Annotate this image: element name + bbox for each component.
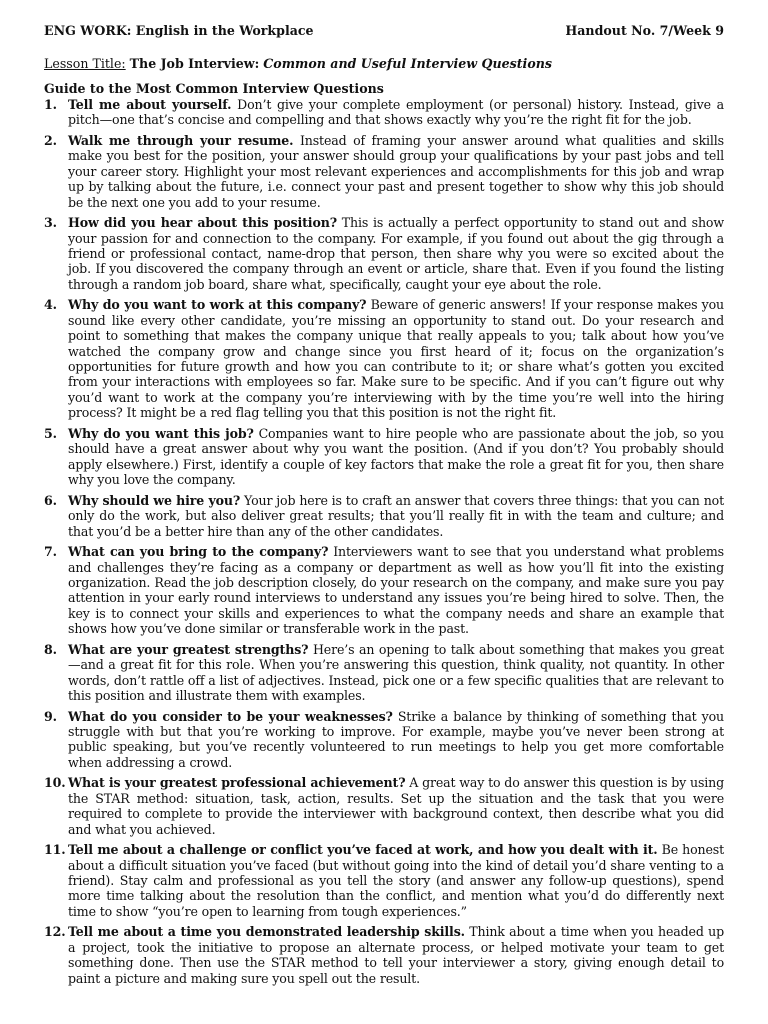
lesson-title [44, 55, 724, 73]
question-item [44, 97, 724, 128]
question-text: Tell me about a challenge or conflict you’ve faced at work, and how you dealt with it. [68, 842, 658, 858]
question-answer: Interviewers want to see that you understand what problems and challenges they’re facing as a company or department as well as how you’ll fit into the existing organization. Read the job description closely, do your research on the company, and make sure you pay attention in your early round interviews to understand any issues you’re being hired to solve. Then, the key is to connect your skills and experiences to what the company needs and share an example that shows how you’ve done similar or transferable work in the past. [68, 544, 724, 637]
question-number: 5. [44, 425, 57, 441]
question-item [44, 426, 724, 488]
question-text: Why do you want this job? [68, 425, 254, 441]
lesson-title-label: Lesson Title: [44, 56, 126, 71]
question-item [44, 775, 724, 837]
question-answer: This is actually a perfect opportunity to stand out and show your passion for and connection to the company. For example, if you found out about the gig through a friend or professional contact, name-drop that person, then share why you were so excited about the job. If you discovered the company through an event or article, share that. Even if you found the listing through a random job board, share what, specifically, caught your eye about the role. [68, 215, 724, 292]
question-item [44, 215, 724, 292]
question-answer: A great way to do answer this question is by using the STAR method: situation, task, action, results. Set up the situation and the task that you were required to complete to provide the interviewer with background context, then describe what you did and what you achieved. [68, 775, 725, 837]
question-answer: Beware of generic answers! If your response makes you sound like every other candidate, you’re missing an opportunity to stand out. Do your research and point to something that makes the company unique that really appeals to you; talk about how you’ve watched the company grow and change since you first heard of it; focus on the organization’s opportunities for future growth and how you can contribute to it; or share what’s gotten you excited from your interactions with employees so far. Make sure to be specific. And if you can’t figure out why you’d want to work at the company you’re interviewing with by the time you’re well into the hiring process? It might be a red flag telling you that this position is not the right fit. [68, 297, 725, 421]
question-number: 3. [44, 215, 57, 231]
question-text: What is your greatest professional achievement? [68, 775, 406, 791]
question-number: 10. [44, 775, 66, 791]
question-number: 2. [44, 133, 57, 148]
question-item [44, 924, 724, 986]
question-item [44, 297, 724, 420]
question-text: Tell me about a time you demonstrated leadership skills. [68, 924, 465, 940]
question-answer: Strike a balance by thinking of something that you struggle with but that you’re working to improve. For example, maybe you’ve never been strong at public speaking, but you’ve recently volunteered to run meetings to help you get more comfortable when addressing a crowd. [68, 708, 725, 770]
question-number: 6. [44, 492, 57, 508]
question-item [44, 133, 724, 210]
question-item [44, 544, 724, 636]
question-number: 9. [44, 708, 57, 724]
question-text: What can you bring to the company? [68, 544, 329, 560]
question-text: Tell me about yourself. [68, 97, 232, 112]
question-number: 7. [44, 544, 57, 560]
question-item [44, 842, 724, 919]
question-item [44, 709, 724, 771]
question-text: What do you consider to be your weaknesses? [68, 708, 393, 724]
lesson-title-subtitle: Common and Useful Interview Questions [263, 56, 552, 71]
question-list [44, 97, 724, 986]
question-answer: Think about a time when you headed up a project, took the initiative to propose an alternate process, or helped motivate your team to get something done. Then use the STAR method to tell your interviewer a story, giving enough detail to paint a picture and making sure you spell out the result. [68, 924, 724, 986]
question-item [44, 493, 724, 539]
question-text: Walk me through your resume. [68, 133, 294, 148]
question-number: 12. [44, 924, 66, 940]
question-answer: Instead of framing your answer around what qualities and skills make you best for the position, your answer should group your qualifications by your past jobs and tell your career story. Highlight your most relevant experiences and accomplishments for this job and wrap up by talking about the future, i.e. connect your past and present together to show why this job should be the next one you add to your resume. [68, 133, 724, 210]
guide-heading: Guide to the Most Common Interview Questions [44, 81, 384, 96]
handout-page [44, 22, 724, 991]
question-text: How did you hear about this position? [68, 215, 337, 231]
question-answer: Your job here is to craft an answer that covers three things: that you can not only do the work, but also deliver great results; that you’ll really fit in with the team and culture; and that you’d be a better hire than any of the other candidates. [68, 492, 724, 539]
question-text: Why should we hire you? [68, 492, 241, 508]
course-title: ENG WORK: English in the Workplace [44, 23, 314, 38]
lesson-title-main: The Job Interview: [129, 56, 260, 71]
question-answer: Here’s an opening to talk about something that makes you great—and a great fit for this role. When you’re answering this question, think quality, not quantity. In other words, don’t rattle off a list of adjectives. Instead, pick one or a few specific qualities that are relevant to this position and illustrate them with examples. [68, 641, 724, 703]
question-number: 8. [44, 641, 57, 657]
question-number: 4. [44, 297, 57, 313]
question-text: What are your greatest strengths? [68, 641, 309, 657]
question-answer: Companies want to hire people who are passionate about the job, so you should have a great answer about why you want the position. (And if you don’t? You probably should apply elsewhere.) First, identify a couple of key factors that make the role a great fit for you, then share why you love the company. [68, 425, 724, 488]
question-answer: Be honest about a difficult situation you’ve faced (but without going into the kind of detail you’d share venting to a friend). Stay calm and professional as you tell the story (and answer any follow-up questions), spend more time talking about the resolution than the conflict, and mention what you’d do differently next time to show “you’re open to learning from tough experiences.” [68, 842, 724, 919]
handout-number: Handout No. 7/Week 9 [565, 23, 724, 38]
question-answer: Don’t give your complete employment (or personal) history. Instead, give a pitch—one that’s concise and compelling and that shows exactly why you’re the right fit for the job. [68, 97, 724, 128]
question-text: Why do you want to work at this company? [68, 297, 367, 313]
question-item [44, 642, 724, 704]
document-header [44, 22, 724, 40]
question-number: 1. [44, 97, 57, 112]
question-number: 11. [44, 842, 66, 858]
